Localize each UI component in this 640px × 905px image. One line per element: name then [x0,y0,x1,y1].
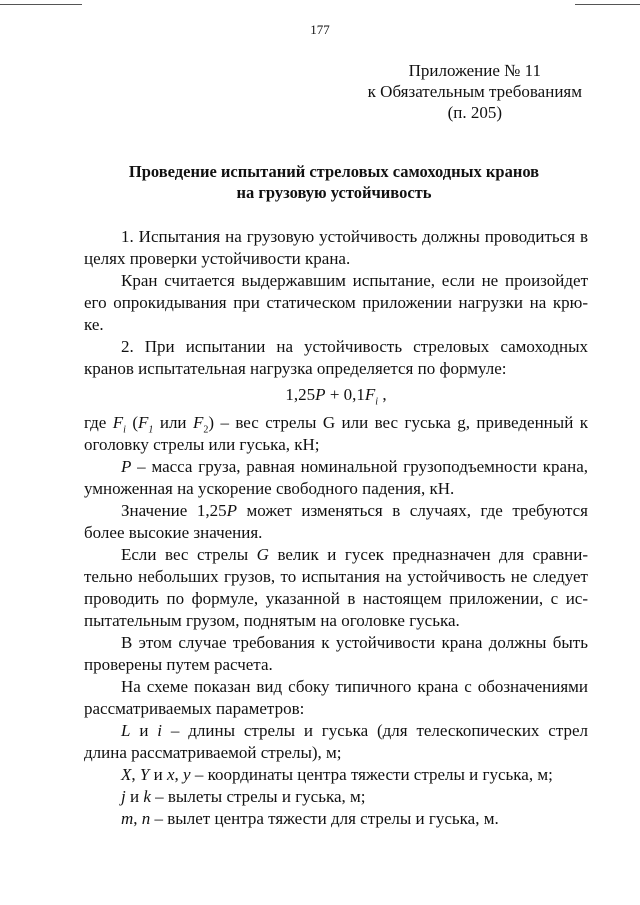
top-rule-right [575,4,640,5]
p5-var-p: P [121,457,132,476]
top-rule-left [0,4,82,5]
p7-text-1: Если вес стрелы [121,545,257,564]
p11-var-x-upper: X [121,765,132,784]
p10-var-i: i [157,721,163,740]
p4-text-4: ) – вес стрелы G или вес гуська g, приведенный к оголовку стрелы или гуська, кН; [84,413,588,454]
p4-text-1: где [84,413,113,432]
paragraph-3: 2. При испытании на устойчивость стреловых самоходных кранов испытательная нагрузка определяется по формуле: [84,337,588,378]
paragraph-13 [84,808,588,830]
p7-var-g: G [256,545,269,564]
title-line-1: Проведение испытаний стреловых самоходных кранов [128,162,540,181]
p11-var-y-upper: Y [139,765,150,784]
paragraph-7 [84,544,588,632]
paragraph-11 [84,764,588,786]
appendix-line-2: к Обязательным требованиям [367,82,582,101]
appendix-header [368,60,582,123]
paragraph-4 [84,412,588,456]
formula-var-f: F [364,385,376,404]
title-line-2: на грузовую устойчивость [236,183,432,202]
p13-var-n: n [141,809,151,828]
p4-var-f2: F [192,413,204,432]
appendix-line-1: Приложение № 11 [408,61,541,80]
paragraph-1: 1. Испытания на грузовую устойчивость должны проводиться в целях проверки устойчивости крана. [84,227,588,268]
p12-var-k: k [143,787,151,806]
p4-var-f1: F [138,413,149,432]
formula-coef-2: + 0,1 [325,385,365,404]
formula-end: , [378,385,387,404]
p10-var-l: L [121,721,131,740]
p11-var-y: y [183,765,191,784]
appendix-line-3: (п. 205) [447,103,503,122]
p11-comma-1: , [131,765,140,784]
p13-comma: , [133,809,142,828]
p11-comma-2: , [174,765,184,784]
p11-var-x: x [166,765,175,784]
formula-sub-i: i [375,396,379,408]
p11-and: и [149,765,167,784]
p6-text-1: Значение 1,25 [121,501,227,520]
p12-and: и [125,787,144,806]
p4-sub-2: 2 [203,424,209,436]
p4-text-3: или [153,413,193,432]
paragraph-9: На схеме показан вид сбоку типичного крана с обозначениями рассматриваемых параметров: [84,677,588,718]
p6-var-p: P [226,501,237,520]
formula [84,384,588,406]
p4-sub-i: i [123,424,126,436]
p4-var-f: F [112,413,124,432]
p13-var-m: m [121,809,134,828]
paragraph-2: Кран считается выдержавшим испытание, если не произойдет его опрокидывания при статическом приложении нагрузки на крю-ке. [84,271,588,334]
p11-text: – координаты центра тяжести стрелы и гуська, м; [190,765,553,784]
paragraph-6 [84,500,588,544]
paragraph-12 [84,786,588,808]
paragraph-8: В этом случае требования к устойчивости крана должны быть проверены путем расчета. [84,633,588,674]
p6-text-2: может изменяться в случаях, где требуются более высокие значения. [84,501,588,542]
p12-var-j: j [121,787,126,806]
document-title [84,161,584,203]
p4-text-2: ( [125,413,139,432]
document-body [84,226,588,830]
page-number: 177 [310,22,330,37]
p13-text: – вылет центра тяжести для стрелы и гуська, м. [150,809,499,828]
p4-sub-1: 1 [148,424,154,436]
p10-and: и [130,721,158,740]
paragraph-10 [84,720,588,764]
formula-var-p: P [315,385,326,404]
p12-text: – вылеты стрелы и гуська, м; [150,787,366,806]
paragraph-5 [84,456,588,500]
p7-text-2: велик и гусек предназначен для сравни-тельно небольших грузов, то испытания на устойчивость не следует проводить по формуле, указанной в настоящем приложении, с ис-пытательным грузом, поднятым на оголовке гуська. [84,545,589,630]
p10-text: – длины стрелы и гуська (для телескопических стрел длина рассматриваемой стрелы), м; [84,721,589,762]
formula-coef-1: 1,25 [285,385,316,404]
p5-text: – масса груза, равная номинальной грузоподъемности крана, умноженная на ускорение свободного падения, кН. [84,457,588,498]
